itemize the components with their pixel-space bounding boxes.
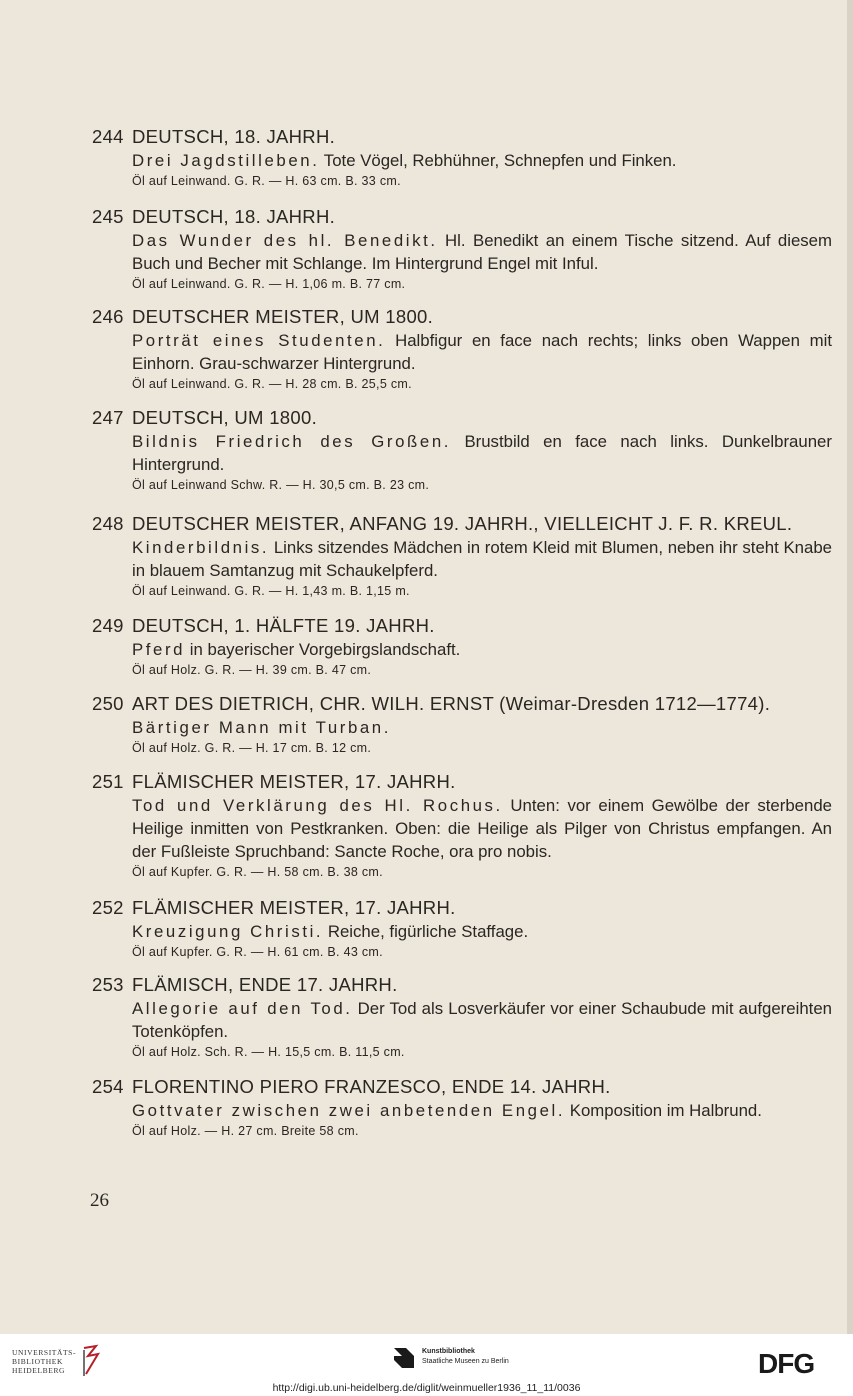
entry-number: 254 bbox=[92, 1076, 124, 1097]
entry-number: 250 bbox=[92, 693, 124, 714]
entry-number: 251 bbox=[92, 771, 124, 792]
uni-logo-line: BIBLIOTHEK bbox=[12, 1357, 63, 1366]
entry-description bbox=[132, 638, 832, 661]
entry-artist: ART DES DIETRICH, CHR. WILH. ERNST (Weimar-Dresden 1712—1774). bbox=[132, 693, 771, 714]
entry-meta: Öl auf Leinwand. G. R. — H. 28 cm. B. 25,5 cm. bbox=[132, 377, 412, 391]
entry-artist: FLÄMISCHER MEISTER, 17. JAHRH. bbox=[132, 897, 456, 918]
entry-artist: FLÄMISCHER MEISTER, 17. JAHRH. bbox=[132, 771, 456, 792]
entry-text: Komposition im Halbrund. bbox=[565, 1101, 762, 1120]
entry-number: 248 bbox=[92, 513, 124, 534]
catalog-entry-249 bbox=[92, 614, 832, 679]
university-emblem-icon bbox=[80, 1344, 102, 1383]
entry-title: Allegorie auf den Tod. bbox=[132, 999, 353, 1018]
entry-description bbox=[132, 149, 832, 172]
entry-text: Unten: vor einem Gewölbe der sterbende Heilige inmitten von Pestkranken. Oben: die Heilige als Pilger von Christus empfangen. An der Fußleiste Spruchband: Sancte Roche, ora pro nobis. bbox=[132, 796, 832, 861]
catalog-entry-246 bbox=[92, 305, 832, 393]
entry-artist: DEUTSCH, UM 1800. bbox=[132, 407, 318, 428]
entry-title: Bärtiger Mann mit Turban. bbox=[132, 718, 391, 737]
entry-description bbox=[132, 329, 832, 375]
entry-meta: Öl auf Holz. Sch. R. — H. 15,5 cm. B. 11,5 cm. bbox=[132, 1045, 405, 1059]
entry-artist: DEUTSCHER MEISTER, ANFANG 19. JAHRH., VIELLEICHT J. F. R. KREUL. bbox=[132, 513, 793, 534]
entry-heading bbox=[92, 125, 832, 149]
entry-title: Tod und Verklärung des Hl. Rochus. bbox=[132, 796, 503, 815]
entry-artist: DEUTSCHER MEISTER, UM 1800. bbox=[132, 306, 434, 327]
catalog-entry-245 bbox=[92, 205, 832, 293]
entry-description bbox=[132, 997, 832, 1043]
entry-heading bbox=[92, 896, 832, 920]
entry-heading bbox=[92, 614, 832, 638]
entry-artist: FLORENTINO PIERO FRANZESCO, ENDE 14. JAHRH. bbox=[132, 1076, 611, 1097]
entry-description bbox=[132, 920, 832, 943]
entry-meta: Öl auf Kupfer. G. R. — H. 58 cm. B. 38 cm. bbox=[132, 865, 383, 879]
entry-meta: Öl auf Holz. — H. 27 cm. Breite 58 cm. bbox=[132, 1124, 359, 1138]
entry-number: 244 bbox=[92, 126, 124, 147]
entry-text: Brustbild en face nach links. Dunkelbrauner Hintergrund. bbox=[132, 432, 832, 474]
catalog-entry-254 bbox=[92, 1075, 832, 1140]
entry-title: Pferd bbox=[132, 640, 186, 659]
kunstbibliothek-logo-icon bbox=[392, 1344, 416, 1375]
dfg-logo[interactable]: DFG bbox=[758, 1348, 815, 1379]
entry-text: Reiche, figürliche Staffage. bbox=[323, 922, 529, 941]
kunstbibliothek-logo[interactable] bbox=[422, 1347, 509, 1367]
entry-number: 252 bbox=[92, 897, 124, 918]
entry-title: Drei Jagdstilleben. bbox=[132, 151, 320, 170]
entry-meta: Öl auf Holz. G. R. — H. 17 cm. B. 12 cm. bbox=[132, 741, 372, 755]
entry-heading bbox=[92, 770, 832, 794]
entry-number: 253 bbox=[92, 974, 124, 995]
catalog-entry-252 bbox=[92, 896, 832, 961]
entry-number: 247 bbox=[92, 407, 124, 428]
entry-heading bbox=[92, 1075, 832, 1099]
entry-number: 245 bbox=[92, 206, 124, 227]
entry-artist: DEUTSCH, 18. JAHRH. bbox=[132, 206, 336, 227]
entry-heading bbox=[92, 973, 832, 997]
entry-description bbox=[132, 229, 832, 275]
catalog-entry-253 bbox=[92, 973, 832, 1061]
kb-title: Kunstbibliothek bbox=[422, 1348, 475, 1355]
entry-description bbox=[132, 716, 832, 739]
entry-meta: Öl auf Leinwand. G. R. — H. 63 cm. B. 33 cm. bbox=[132, 174, 401, 188]
entry-text: Der Tod als Losverkäufer vor einer Schaubude mit aufgereihten Totenköpfen. bbox=[132, 999, 832, 1041]
uni-logo-line: HEIDELBERG bbox=[12, 1366, 66, 1375]
entry-meta: Öl auf Leinwand. G. R. — H. 1,06 m. B. 77 cm. bbox=[132, 277, 406, 291]
university-library-logo[interactable] bbox=[12, 1348, 76, 1375]
uni-logo-line: UNIVERSITÄTS- bbox=[12, 1348, 77, 1357]
page-url[interactable]: http://digi.ub.uni-heidelberg.de/diglit/weinmueller1936_11_11/0036 bbox=[272, 1382, 581, 1394]
entry-text: Halbfigur en face nach rechts; links oben Wappen mit Einhorn. Grau-schwarzer Hintergrund. bbox=[132, 331, 832, 373]
entry-description bbox=[132, 536, 832, 582]
entry-text: Tote Vögel, Rebhühner, Schnepfen und Finken. bbox=[319, 151, 677, 170]
entry-meta: Öl auf Kupfer. G. R. — H. 61 cm. B. 43 cm. bbox=[132, 945, 383, 959]
entry-meta: Öl auf Leinwand Schw. R. — H. 30,5 cm. B. 23 cm. bbox=[132, 478, 430, 492]
entry-description bbox=[132, 430, 832, 476]
entry-heading bbox=[92, 692, 832, 716]
entry-title: Bildnis Friedrich des Großen. bbox=[132, 432, 452, 451]
entry-title: Kinderbildnis. bbox=[132, 538, 270, 557]
entry-artist: DEUTSCH, 1. HÄLFTE 19. JAHRH. bbox=[132, 615, 435, 636]
entry-heading bbox=[92, 512, 832, 536]
entry-meta: Öl auf Holz. G. R. — H. 39 cm. B. 47 cm. bbox=[132, 663, 372, 677]
entry-text: in bayerischer Vorgebirgslandschaft. bbox=[185, 640, 461, 659]
entry-heading bbox=[92, 205, 832, 229]
entry-title: Kreuzigung Christi. bbox=[132, 922, 324, 941]
page-edge bbox=[847, 0, 853, 1334]
entry-text: Hl. Benedikt an einem Tische sitzend. Auf diesem Buch und Becher mit Schlange. Im Hintergrund Engel mit Inful. bbox=[132, 231, 832, 273]
kb-subtitle: Staatliche Museen zu Berlin bbox=[422, 1358, 509, 1365]
entry-heading bbox=[92, 406, 832, 430]
catalog-entry-244 bbox=[92, 125, 832, 190]
entry-description bbox=[132, 1099, 832, 1122]
entry-title: Gottvater zwischen zwei anbetenden Engel. bbox=[132, 1101, 566, 1120]
entry-artist: DEUTSCH, 18. JAHRH. bbox=[132, 126, 336, 147]
catalog-entry-251 bbox=[92, 770, 832, 881]
entry-artist: FLÄMISCH, ENDE 17. JAHRH. bbox=[132, 974, 398, 995]
entry-heading bbox=[92, 305, 832, 329]
footer-bar bbox=[0, 1334, 853, 1396]
entry-meta: Öl auf Leinwand. G. R. — H. 1,43 m. B. 1,15 m. bbox=[132, 584, 410, 598]
entry-number: 249 bbox=[92, 615, 124, 636]
catalog-entry-250 bbox=[92, 692, 832, 757]
entry-title: Das Wunder des hl. Benedikt. bbox=[132, 231, 438, 250]
entry-number: 246 bbox=[92, 306, 124, 327]
catalog-entry-247 bbox=[92, 406, 832, 494]
page-number: 26 bbox=[90, 1190, 109, 1211]
entry-text: Links sitzendes Mädchen in rotem Kleid mit Blumen, neben ihr steht Knabe in blauem Samtanzug mit Schaukelpferd. bbox=[132, 538, 832, 580]
catalog-entry-248 bbox=[92, 512, 832, 600]
entry-description bbox=[132, 794, 832, 863]
entry-title: Porträt eines Studenten. bbox=[132, 331, 386, 350]
